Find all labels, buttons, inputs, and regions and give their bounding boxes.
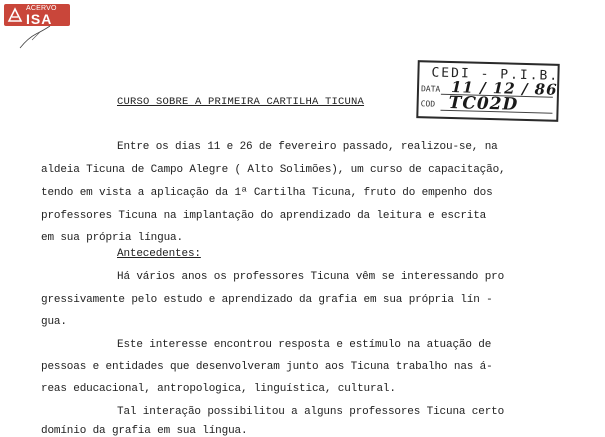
watermark-big-text: ISA [26,11,53,27]
section-heading: Antecedentes: [117,248,201,260]
text-line: aldeia Ticuna de Campo Alegre ( Alto Solimões), um curso de capacitação, [41,164,506,176]
document-title: CURSO SOBRE A PRIMEIRA CARTILHA TICUNA [117,96,365,108]
watermark-small-text: ACERVO [26,5,57,12]
pen-mark-icon [18,24,52,50]
stamp-date-value: 11 / 12 / 86 [450,78,558,99]
text-line: gressivamente pelo estudo e aprendizado da grafia em sua própria lín - [41,294,493,306]
stamp-cod-label: COD [420,99,436,109]
text-line: pessoas e entidades que desenvolveram junto aos Ticuna trabalho nas á- [41,361,493,373]
isa-logo-icon [7,7,23,23]
text-line: tendo em vista a aplicação da 1ª Cartilha Ticuna, fruto do empenho dos [41,187,493,199]
archive-stamp [416,60,559,122]
text-line: Entre os dias 11 e 26 de fevereiro passado, realizou-se, na [117,141,498,153]
stamp-org: CEDI - P.I.B. [431,65,560,84]
text-line: Este interesse encontrou resposta e estímulo na atuação de [117,339,492,351]
text-line: em sua própria língua. [41,232,183,244]
stamp-date-label: DATA [420,84,441,94]
stamp-cod-value: TC02D [448,92,519,115]
text-line: Tal interação possibilitou a alguns professores Ticuna certo [117,406,505,418]
text-line: gua. [41,316,67,328]
text-line: domínio da grafia em sua língua. [41,425,248,437]
acervo-isa-watermark [4,4,70,26]
text-line: Há vários anos os professores Ticuna vêm se interessando pro [117,271,505,283]
text-line: professores Ticuna na implantação do aprendizado da leitura e escrita [41,210,487,222]
text-line: reas educacional, antropologica, linguística, cultural. [41,383,396,395]
